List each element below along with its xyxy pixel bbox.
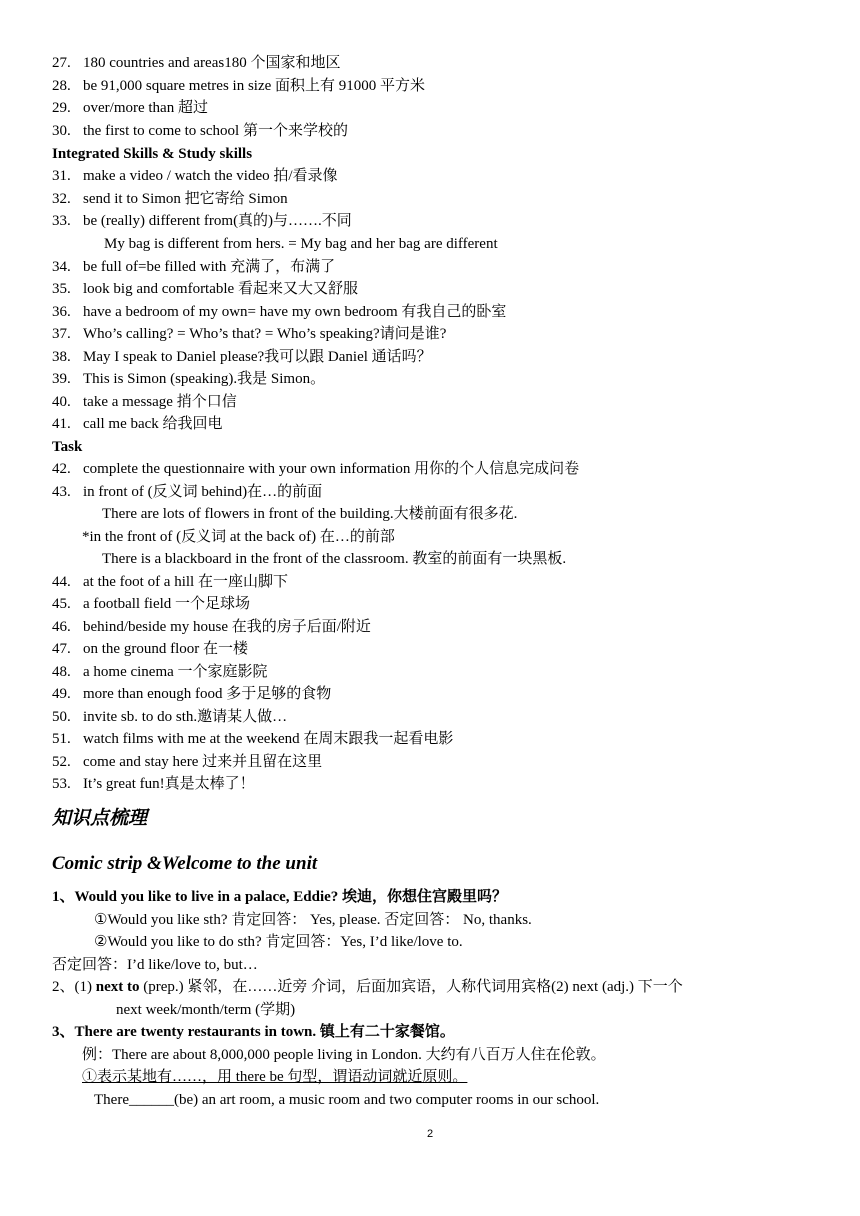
item-number: 50. <box>52 709 71 725</box>
example-sentence: There are lots of flowers in front of the building.大楼前面有很多花. <box>102 506 518 522</box>
point-2-keyword: next to <box>95 979 140 995</box>
list-item <box>52 52 340 74</box>
item-number: 41. <box>52 416 71 432</box>
item-number: 42. <box>52 461 71 477</box>
item-text: have a bedroom of my own= have my own bedroom 有我自己的卧室 <box>83 304 507 320</box>
list-item <box>52 706 287 728</box>
item-number: 44. <box>52 574 71 590</box>
list-item <box>52 391 237 413</box>
example-sentence: My bag is different from hers. = My bag and her bag are different <box>104 236 498 252</box>
item-number: 47. <box>52 641 71 657</box>
list-item <box>52 346 432 368</box>
item-text: complete the questionnaire with your own information 用你的个人信息完成问卷 <box>83 461 580 477</box>
list-item <box>52 458 579 480</box>
item-number: 28. <box>52 78 71 94</box>
point-1-b: ②Would you like to do sth? 肯定回答：Yes, I’d like/love to. <box>94 934 463 950</box>
item-number: 43. <box>52 484 71 500</box>
item-text: the first to come to school 第一个来学校的 <box>83 123 348 139</box>
point-3-example: 例：There are about 8,000,000 people living in London. 大约有八百万人住在伦敦。 <box>82 1047 606 1063</box>
item-text: on the ground floor 在一楼 <box>83 641 248 657</box>
item-number: 30. <box>52 123 71 139</box>
item-number: 49. <box>52 686 71 702</box>
point-3-rule: ①表示某地有……，用 there be 句型，谓语动词就近原则。 <box>82 1069 468 1085</box>
list-item <box>52 593 250 615</box>
item-text: look big and comfortable 看起来又大又舒服 <box>83 281 358 297</box>
list-item <box>52 481 322 503</box>
point-2-prefix: 2、(1) <box>52 979 96 995</box>
point-3-exercise: There______(be) an art room, a music room and two computer rooms in our school. <box>94 1092 600 1108</box>
item-number: 52. <box>52 754 71 770</box>
list-item <box>52 638 248 660</box>
list-item <box>52 165 338 187</box>
list-item <box>52 683 331 705</box>
list-item <box>52 661 268 683</box>
list-item <box>52 773 255 795</box>
item-number: 45. <box>52 596 71 612</box>
item-number: 29. <box>52 100 71 116</box>
item-text: more than enough food 多于足够的食物 <box>83 686 332 702</box>
item-text: Who’s calling? = Who’s that? = Who’s speaking?请问是谁? <box>83 326 447 342</box>
point-1-a: ①Would you like sth? 肯定回答： Yes, please. 否定回答： No, thanks. <box>94 912 532 928</box>
item-number: 35. <box>52 281 71 297</box>
item-number: 27. <box>52 55 71 71</box>
list-item <box>52 571 288 593</box>
item-text: This is Simon (speaking).我是 Simon。 <box>83 371 326 387</box>
item-number: 32. <box>52 191 71 207</box>
item-text: a home cinema 一个家庭影院 <box>83 664 268 680</box>
list-item <box>52 75 425 97</box>
note-line: *in the front of (反义词 at the back of) 在…的前部 <box>82 529 395 545</box>
item-text: be 91,000 square metres in size 面积上有 91000 平方米 <box>83 78 426 94</box>
page-number: 2 <box>426 1128 434 1140</box>
item-text: a football field 一个足球场 <box>83 596 251 612</box>
item-text: behind/beside my house 在我的房子后面/附近 <box>83 619 371 635</box>
item-number: 53. <box>52 776 71 792</box>
list-item <box>52 301 506 323</box>
item-number: 51. <box>52 731 71 747</box>
item-number: 36. <box>52 304 71 320</box>
item-text: watch films with me at the weekend 在周末跟我一起看电影 <box>83 731 454 747</box>
point-2-rest: (prep.) 紧邻，在……近旁 介词，后面加宾语，人称代词用宾格(2) next (adj.) 下一个 <box>139 979 683 995</box>
list-item <box>52 256 335 278</box>
list-item <box>52 188 288 210</box>
list-item <box>52 616 371 638</box>
item-number: 33. <box>52 213 71 229</box>
list-item <box>52 413 223 435</box>
section-heading-comic: Comic strip &Welcome to the unit <box>52 853 318 874</box>
list-item <box>52 97 208 119</box>
point-1-title: 1、Would you like to live in a palace, Eddie? 埃迪，你想住宫殿里吗？ <box>52 889 508 905</box>
item-text: call me back 给我回电 <box>83 416 223 432</box>
list-item <box>52 323 446 345</box>
point-2-continuation: next week/month/term (学期) <box>116 1002 296 1018</box>
item-text: send it to Simon 把它寄给 Simon <box>83 191 288 207</box>
item-number: 48. <box>52 664 71 680</box>
section-heading-task: Task <box>52 439 83 455</box>
item-text: be full of=be filled with 充满了，布满了 <box>83 259 336 275</box>
point-3-title: 3、There are twenty restaurants in town. 镇上有二十家餐馆。 <box>52 1024 455 1040</box>
item-number: 46. <box>52 619 71 635</box>
list-item <box>52 210 352 232</box>
item-number: 34. <box>52 259 71 275</box>
section-heading-integrated: Integrated Skills & Study skills <box>52 146 253 162</box>
item-text: come and stay here 过来并且留在这里 <box>83 754 323 770</box>
list-item <box>52 728 453 750</box>
item-number: 31. <box>52 168 71 184</box>
item-text: It’s great fun!真是太棒了！ <box>83 776 255 792</box>
item-text: invite sb. to do sth.邀请某人做… <box>83 709 288 725</box>
item-number: 40. <box>52 394 71 410</box>
item-text: 180 countries and areas180 个国家和地区 <box>83 55 341 71</box>
list-item <box>52 368 325 390</box>
point-2-line <box>52 976 683 998</box>
list-item <box>52 278 358 300</box>
section-heading-knowledge: 知识点梳理 <box>52 808 148 829</box>
item-number: 38. <box>52 349 71 365</box>
item-text: take a message 捎个口信 <box>83 394 237 410</box>
example-sentence: There is a blackboard in the front of the classroom. 教室的前面有一块黑板. <box>102 551 567 567</box>
list-item <box>52 751 322 773</box>
item-number: 37. <box>52 326 71 342</box>
item-text: make a video / watch the video 拍/看录像 <box>83 168 338 184</box>
item-text: over/more than 超过 <box>83 100 208 116</box>
item-text: at the foot of a hill 在一座山脚下 <box>83 574 288 590</box>
item-text: be (really) different from(真的)与…….不同 <box>83 213 352 229</box>
item-text: in front of (反义词 behind)在…的前面 <box>83 484 323 500</box>
point-1-c: 否定回答：I’d like/love to, but… <box>52 957 258 973</box>
item-text: May I speak to Daniel please?我可以跟 Daniel 通话吗？ <box>83 349 432 365</box>
item-number: 39. <box>52 371 71 387</box>
list-item <box>52 120 348 142</box>
